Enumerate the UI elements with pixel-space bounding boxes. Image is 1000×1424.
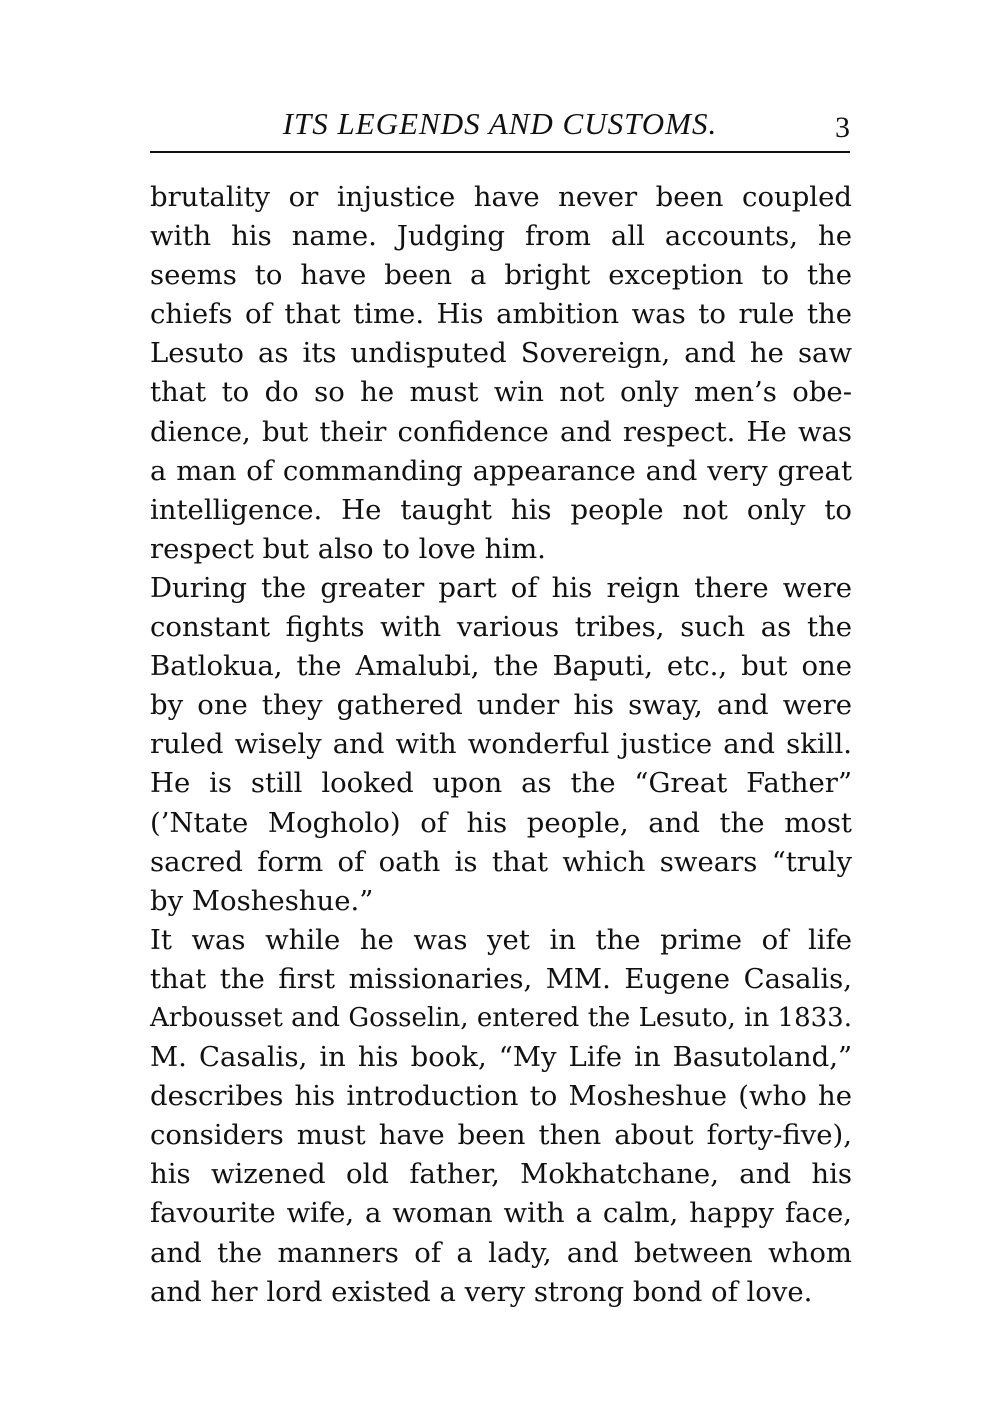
text-line: brutality or injustice have never been coupled	[150, 181, 852, 213]
text-line: seems to have been a bright exception to the	[150, 259, 852, 292]
text-line: a man of commanding appearance and very great	[150, 454, 852, 487]
text-line: and her lord existed a very strong bond of love.	[150, 1275, 813, 1308]
text-line: intelligence. He taught his people not only to	[150, 493, 852, 526]
text-line: that the first missionaries, MM. Eugene Casalis,	[150, 962, 852, 995]
text-line: Arbousset and Gosselin, entered the Lesuto, in 1833.	[150, 1002, 852, 1033]
text-line: by one they gathered under his sway, and were	[150, 689, 852, 722]
text-line: Lesuto as its undisputed Sovereign, and he saw	[150, 337, 852, 370]
page-number: 3	[835, 111, 850, 144]
text-line: considers must have been then about forty-five),	[150, 1119, 852, 1152]
running-title: ITS LEGENDS AND CUSTOMS.	[282, 106, 718, 141]
header-rule	[150, 151, 850, 153]
text-line: It was while he was yet in the prime of life	[150, 923, 852, 956]
body-text	[150, 178, 852, 1312]
text-line: During the greater part of his reign there were	[150, 571, 852, 604]
text-line: and the manners of a lady, and between whom	[150, 1236, 852, 1269]
text-line: by Mosheshue.”	[150, 884, 374, 917]
text-line: M. Casalis, in his book, “My Life in Basutoland,”	[150, 1041, 852, 1074]
text-line: (’Ntate Mogholo) of his people, and the most	[150, 806, 852, 839]
running-head	[150, 104, 850, 148]
text-line: dience, but their confidence and respect. He was	[150, 415, 852, 448]
text-line: Batlokua, the Amalubi, the Baputi, etc., but one	[150, 650, 852, 683]
text-line: that to do so he must win not only men’s obe-	[150, 376, 852, 409]
text-line: ruled wisely and with wonderful justice and skill.	[150, 728, 852, 761]
text-line: He is still looked upon as the “Great Father”	[150, 767, 852, 800]
text-line: respect but also to love him.	[150, 532, 546, 565]
text-line: constant fights with various tribes, such as the	[150, 611, 852, 644]
text-line: chiefs of that time. His ambition was to rule the	[150, 298, 852, 331]
text-line: his wizened old father, Mokhatchane, and his	[150, 1158, 852, 1191]
text-line: with his name. Judging from all accounts, he	[150, 220, 852, 253]
text-line: describes his introduction to Mosheshue (who he	[150, 1080, 852, 1113]
text-line: favourite wife, a woman with a calm, happy face,	[150, 1197, 852, 1230]
text-line: sacred form of oath is that which swears “truly	[150, 845, 852, 878]
